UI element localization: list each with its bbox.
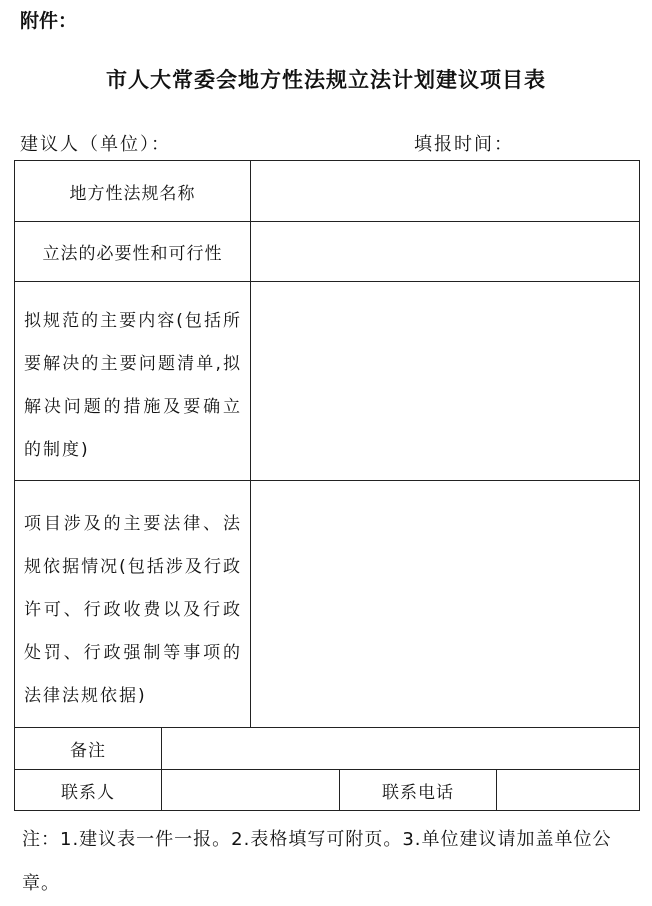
remarks-field[interactable] xyxy=(162,728,640,770)
contact-person-field[interactable] xyxy=(162,770,340,811)
remarks-label: 备注 xyxy=(15,728,162,770)
main-content-label: 拟规范的主要内容(包括所要解决的主要问题清单,拟解决问题的措施及要确立的制度) xyxy=(15,282,251,481)
date-label: 填报时间： xyxy=(414,134,514,155)
contact-phone-field[interactable] xyxy=(497,770,640,811)
legal-basis-field[interactable] xyxy=(251,481,640,728)
legal-basis-label: 项目涉及的主要法律、法规依据情况(包括涉及行政许可、行政收费以及行政处罚、行政强制等事项的法律法规依据) xyxy=(15,481,251,728)
attachment-label: 附件： xyxy=(20,10,78,32)
contact-phone-label: 联系电话 xyxy=(340,770,497,811)
regulation-name-label: 地方性法规名称 xyxy=(15,161,251,222)
proposer-label: 建议人（单位）： xyxy=(20,134,171,155)
main-content-field[interactable] xyxy=(251,282,640,481)
proposal-form-table xyxy=(14,160,640,811)
contact-person-label: 联系人 xyxy=(15,770,162,811)
regulation-name-field[interactable] xyxy=(251,161,640,222)
footer-note: 注：1.建议表一件一报。2.表格填写可附页。3.单位建议请加盖单位公章。 xyxy=(22,829,612,894)
necessity-field[interactable] xyxy=(251,222,640,282)
necessity-label: 立法的必要性和可行性 xyxy=(15,222,251,282)
page-title: 市人大常委会地方性法规立法计划建议项目表 xyxy=(106,67,546,92)
